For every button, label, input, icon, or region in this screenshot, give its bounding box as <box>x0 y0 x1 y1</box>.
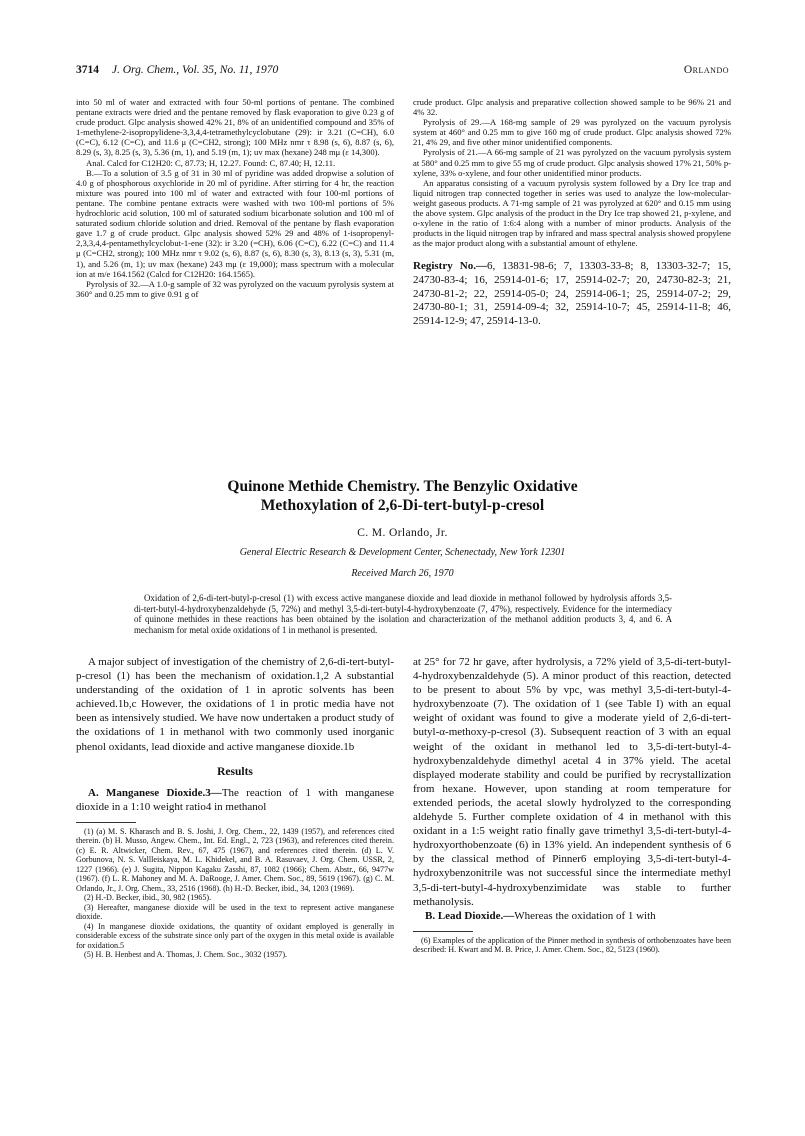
experimental-paragraph: Pyrolysis of 32.—A 1.0-g sample of 32 was pyrolyzed on the vacuum pyrolysis system at 360° and 0.25 mm to give 0.91 g of <box>76 278 394 299</box>
article-title-line-2: Methoxylation of 2,6-Di-tert-butyl-p-cresol <box>260 497 545 514</box>
introduction-paragraph: A major subject of investigation of the chemistry of 2,6-di-tert-butyl-p-cresol (1) has been the mechanism of oxidation.1,2 A substantial understanding of the oxidation of 1 in aprotic solvents has been achieved.1b,c However, the oxidations of 1 in protic media have not been as intensively studied. We have now undertaken a product study of the oxidations of 1 in methanol with two commonly used inorganic phenol oxidants, lead dioxide and active manganese dioxide.1b <box>76 656 394 753</box>
footnotes-left <box>76 827 394 960</box>
lead-dioxide-paragraph <box>413 909 731 923</box>
subsection-b-text: Whereas the oxidation of 1 with <box>514 909 656 922</box>
subsection-a-heading: A. Manganese Dioxide.3— <box>88 786 222 799</box>
received-date: Received March 26, 1970 <box>351 568 454 579</box>
page-header <box>76 64 729 80</box>
article-affiliation: General Electric Research & Development Center, Schenectady, New York 12301 <box>239 547 566 558</box>
footnote-divider <box>76 822 136 823</box>
registry-label: Registry No.— <box>413 260 487 273</box>
results-heading: Results <box>217 765 253 778</box>
experimental-paragraph: into 50 ml of water and extracted with four 50-ml portions of pentane. The combined pentane extracts were dried and the pentane removed by flask evaporation to give 0.23 g of crude product. Glpc analysis showed 42% 21, 8% of an unidentified compound and 35% of 1-methylene-2-isopropylidene-3,3,4,4-tetramethylcyclobutane (29): ir 3.21 (C=CH), 6.0 (C=C), 6.12 (C=C), and 11.6 μ (C=CH2, strong); 100 MHz nmr τ 8.98 (s, 6), 8.87 (s, 6), 8.29 (s, 3), 8.25 (s, 3), 5.36 (m, 1), and 5.19 (m, 1); uv max (hexane) 248 mμ (ε 14,300). <box>76 97 394 158</box>
journal-citation: J. Org. Chem., Vol. 35, No. 11, 1970 <box>111 64 279 76</box>
body-right-column <box>413 655 731 955</box>
article-title <box>76 477 729 515</box>
footnote: (3) Hereafter, manganese dioxide will be used in the text to represent active manganese dioxide. <box>76 902 394 922</box>
experimental-paragraph: B.—To a solution of 3.5 g of 31 in 30 ml of pyridine was added dropwise a solution of 4.0 g of phosphorous oxychloride in 20 ml of pyridine. After stirring for 4 hr, the reaction mixture was poured into 100 ml of water and extracted with four 100-ml portions of pentane. The combine pentane extracts were washed with two 100-ml portions of 5% hydrochloric acid solution, 100 ml of saturated sodium bicarbonate solution and 100 ml of saturated sodium chloride solution and dried. Removal of the pentane by flash evaporation gave 1.7 g of crude product. Glpc analysis showed 52% 29 and 48% of 1-isopropenyl-2,3,3,4,4-pentamethylcyclobut-1-ene (32): ir 3.20 (=CH), 6.06 (C=C), 6.22 (C=C) and 11.4 μ (C=CH2, strong); 100 MHz nmr τ 9.02 (s, 6), 8.87 (s, 6), 8.30 (s, 3), 8.13 (s, 3), 5.31 (m, 1), and 5.26 (m, 1); uv max (hexane) 243 mμ (ε 19,000); mass spectrum with a molecular ion at m/e 164.1562 (Calcd for C12H20: 164.1565). <box>76 167 394 279</box>
footnote: (6) Examples of the application of the Pinner method in synthesis of orthobenzoates have been described: H. Kwart and M. B. Price, J. Amer. Chem. Soc., 82, 5123 (1960). <box>413 935 731 955</box>
footnote: (5) H. B. Henbest and A. Thomas, J. Chem. Soc., 3032 (1957). <box>84 950 288 960</box>
footnote: (4) In manganese dioxide oxidations, the quantity of oxidant employed is generally in considerable excess of the substrate since only part of the oxygen in this metal oxide is available for oxidation.5 <box>76 921 394 950</box>
subsection-b-heading: B. Lead Dioxide.— <box>425 909 515 922</box>
previous-article-right-column <box>413 97 731 328</box>
footnotes-right <box>413 936 731 955</box>
header-left <box>76 64 278 76</box>
experimental-paragraph: Pyrolysis of 29.—A 168-mg sample of 29 was pyrolyzed on the vacuum pyrolysis system at 460° and 0.25 mm to give 160 mg of crude product. Glpc analysis showed 72% 21, 4% 29, and five other minor unidentified components. <box>413 117 731 148</box>
subsection-a-text: The reaction of 1 with manganese dioxide in a 1:10 weight ratio4 in methanol <box>76 786 395 813</box>
experimental-paragraph: Pyrolysis of 21.—A 66-mg sample of 21 was pyrolyzed on the vacuum pyrolysis system at 580° and 0.25 mm to give 55 mg of crude product. Glpc analysis showed 17% 21, 50% p-xylene, 33% o-xylene, and four other unidentified minor products. <box>413 147 731 178</box>
running-author: Orlando <box>683 64 729 76</box>
page-number: 3714 <box>76 64 99 76</box>
experimental-paragraph: An apparatus consisting of a vacuum pyrolysis system followed by a Dry Ice trap and liquid nitrogen trap connected together in series was used to analyze the low-molecular-weight gaseous products. A 71-mg sample of 21 was pyrolyzed at 620° and 0.15 mm using the above system. Glpc analysis of the product in the Dry Ice trap showed 21, p-xylene, and o-xylene in the ratio of 1:6:4 along with a number of minor products. Analysis of the products in the liquid nitrogen trap by infrared and mass spectral analysis showed propylene as the major product along with a substantial amount of ethylene. <box>413 177 731 249</box>
previous-article-left-column <box>76 97 394 299</box>
experimental-paragraph: crude product. Glpc analysis and preparative collection showed sample to be 96% 21 and 4% 32. <box>413 97 731 118</box>
article-title-line-1: Quinone Methide Chemistry. The Benzylic Oxidative <box>227 478 578 495</box>
analysis-paragraph: Anal. Calcd for C12H20: C, 87.73; H, 12.27. Found: C, 87.40; H, 12.11. <box>86 157 336 168</box>
footnote: (1) (a) M. S. Kharasch and B. S. Joshi, J. Org. Chem., 22, 1439 (1957), and references cited therein. (b) H. Musso, Angew. Chem., Int. Ed. Engl., 2, 723 (1963), and references cited therein. (c) E. R. Altwicker, Chem. Rev., 67, 475 (1967), and references cited therein. (d) L. V. Gorbunova, N. S. Vallleiskaya, M. L. Khidekel, and B. A. Rasuvaev, J. Org. Chem. USSR, 2, 1227 (1966). (e) J. Sugita, Nippon Kagaku Zasshi, 87, 1082 (1966); Chem. Abstr., 66, 9477w (1967). (f) L. R. Mahoney and M. A. DaRooge, J. Amer. Chem. Soc., 89, 5619 (1967). (g) C. M. Orlando, Jr., J. Org. Chem., 33, 2516 (1968). (h) H.-D. Becker, ibid., 34, 1203 (1969). <box>76 826 394 893</box>
article-author: C. M. Orlando, Jr. <box>357 527 448 539</box>
results-paragraph: at 25° for 72 hr gave, after hydrolysis, a 72% yield of 3,5-di-tert-butyl-4-hydroxybenzaldehyde (5). A minor product of this reaction, detected to be present to about 5% by vpc, was methyl 3,5-di-tert-butyl-4-hydroxybenzoate (7). The oxidation of 1 (see Table I) with an equal weight of oxidant was found to give a moderate yield of 2,6-di-tert-butyl-α-methoxy-p-cresol (3). Subsequent reaction of 3 with an equal weight of the oxidant in methanol led to 3,5-di-tert-butyl-4-hydroxybenzaldehyde dimethyl acetal 4 in 37% yield. The acetal displayed moderate stability and could be purified by recrystallization from hexane. However, upon standing at room temperature for extended periods, the acetal slowly hydrolyzed to the corresponding aldehyde 5. Further complete oxidation of 4 in methanol with this oxidant in a 1:5 weight ratio finally gave trimethyl 3,5-di-tert-butyl-4-hydroxyorthobenzoate (6) in 13% yield. An independent synthesis of 6 by the classical method of Pinner6 employing 3,5-di-tert-butyl-4-hydroxybenzonitrile was not successful since the intermediate methyl 3,5-di-tert-butyl-4-hydroxybenzimidate was stable to further methanolysis. <box>413 656 731 908</box>
footnote-divider <box>413 931 473 932</box>
article-abstract: Oxidation of 2,6-di-tert-butyl-p-cresol (1) with excess active manganese dioxide and lead dioxide in methanol followed by hydrolysis affords 3,5-di-tert-butyl-4-hydroxybenzaldehyde (5, 72%) and methyl 3,5-di-tert-butyl-4-hydroxybenzoate (7, 47%), respectively. Evidence for the intermediacy of quinone methides in these reactions has been obtained by the isolation and characterization of the methanol addition products 3, 4, and 6. A mechanism for metal oxide oxidations of 1 in methanol is presented. <box>134 593 672 635</box>
registry-list: 6, 13831-98-6; 7, 13303-33-8; 8, 13303-32-7; 15, 24730-83-4; 16, 25914-01-6; 17, 25914-02-7; 20, 24730-82-3; 21, 24730-81-2; 22, 25914-05-0; 24, 25914-06-1; 25, 25914-07-2; 29, 24730-80-1; 31, 25914-09-4; 32, 25914-10-7; 45, 25914-11-8; 46, 25914-12-9; 47, 25914-13-0. <box>413 260 731 327</box>
manganese-dioxide-paragraph <box>76 786 394 814</box>
registry-numbers <box>413 260 731 328</box>
footnote: (2) H.-D. Becker, ibid., 30, 982 (1965). <box>84 893 212 903</box>
body-left-column <box>76 655 394 960</box>
